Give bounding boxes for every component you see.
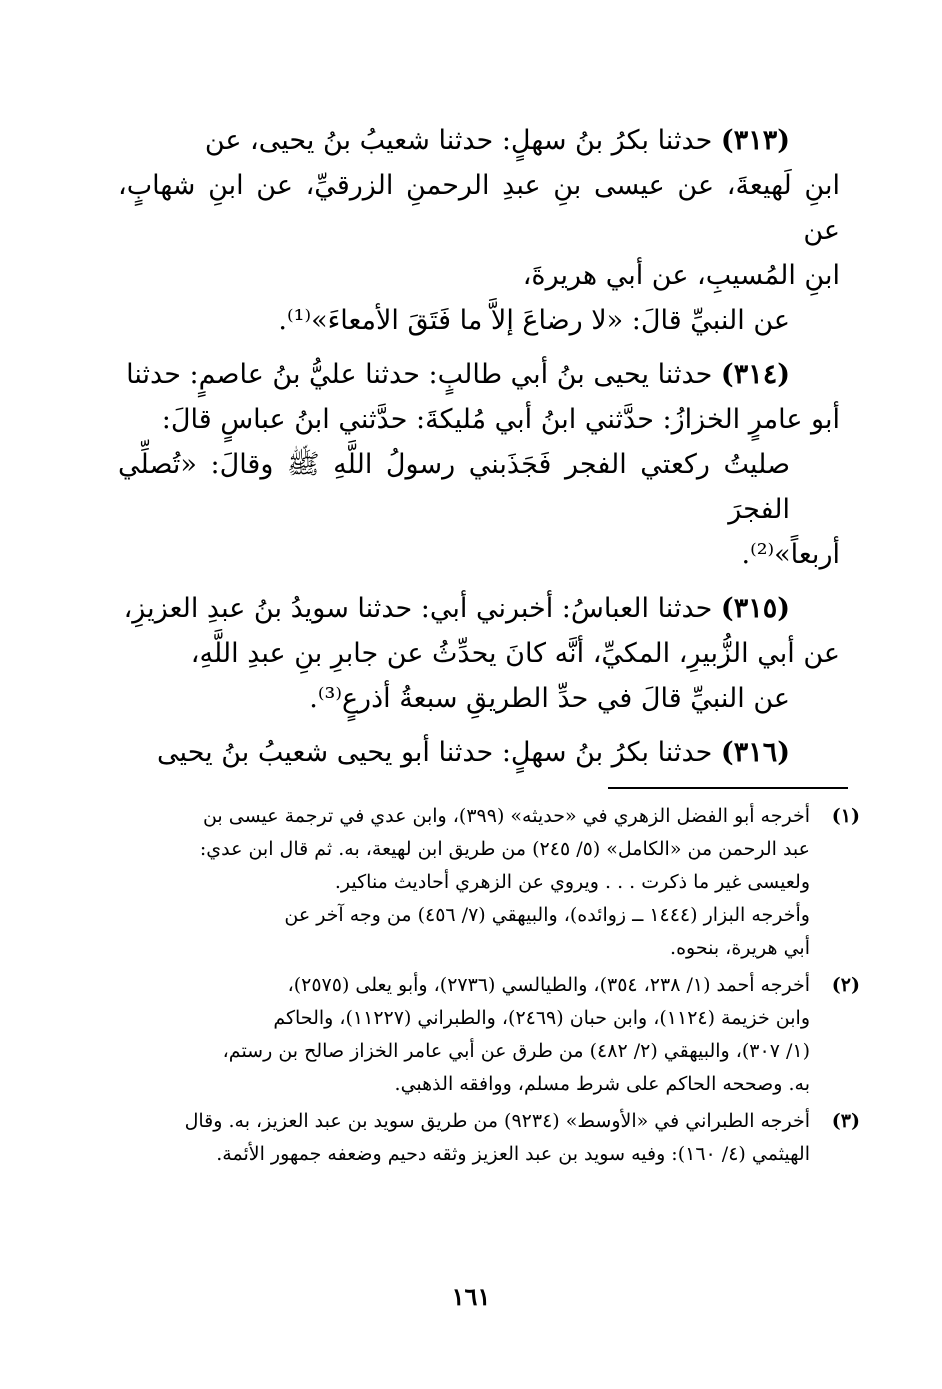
hadith-313 [118, 118, 840, 343]
footnote-1 [118, 800, 860, 965]
hadith-316 [118, 730, 840, 775]
hadith-number: (٣١٦) [720, 737, 790, 768]
footnote-line: به. وصححه الحاكم على شرط مسلم، ووافقه الذهبي. [394, 1073, 810, 1095]
footnote-line: وأخرجه البزار (١٤٤٤ ــ زوائده)، والبيهقي (٧/ ٤٥٦) من وجه آخر عن [284, 904, 810, 926]
hadith-matn: عن النبيِّ قالَ: «لا رضاعَ إلاَّ ما فَتَقَ الأمعاءَ»⁽¹⁾. [278, 305, 790, 336]
hadith-line: (٣١٥) حدثنا العباسُ: أخبرني أبي: حدثنا سويدُ بنُ عبدِ العزيزِ، [123, 593, 790, 624]
hadith-line: ابنِ لَهيعةَ، عن عيسى بنِ عبدِ الرحمنِ الزرقيِّ، عن ابنِ شهابٍ، عن [118, 170, 840, 246]
page-number: ١٦١ [451, 1282, 491, 1311]
footnote-3 [118, 1105, 860, 1171]
footnote-line: أبي هريرة، بنحوه. [670, 937, 810, 959]
hadith-line: (٣١٦) حدثنا بكرُ بنُ سهلٍ: حدثنا أبو يحيى شعيبُ بنُ يحيى [157, 737, 790, 768]
hadith-line: عن أبي الزُّبيرِ، المكيِّ، أنَّه كانَ يحدِّثُ عن جابرِ بنِ عبدِ اللَّهِ، [190, 638, 840, 669]
footnote-number: (٢) [831, 974, 860, 996]
main-text [118, 118, 840, 775]
hadith-matn: عن النبيِّ قالَ في حدِّ الطريقِ سبعةُ أذرعٍ⁽³⁾. [309, 683, 790, 714]
footnote-line: عبد الرحمن من «الكامل» (٥/ ٢٤٥) من طريق ابن لهيعة، به. ثم قال ابن عدي: [199, 838, 810, 860]
footnote-line: ولعيسى غير ما ذكرت . . . ويروي عن الزهري أحاديث مناكير. [334, 871, 810, 893]
footnote-line: أخرجه أبو الفضل الزهري في «حديثه» (٣٩٩)، وابن عدي في ترجمة عيسى بن [202, 805, 810, 827]
footnote-line: وابن خزيمة (١١٢٤)، وابن حبان (٢٤٦٩)، والطبراني (١١٢٢٧)، والحاكم [273, 1007, 810, 1029]
hadith-number: (٣١٤) [720, 359, 790, 390]
footnote-line: أخرجه الطبراني في «الأوسط» (٩٢٣٤) من طريق سويد بن عبد العزيز، به. وقال [184, 1110, 810, 1132]
hadith-line: أبو عامرٍ الخزازُ: حدَّثني ابنُ أبي مُليكةَ: حدَّثني ابنُ عباسٍ قالَ: [161, 404, 840, 435]
hadith-line: (٣١٣) حدثنا بكرُ بنُ سهلٍ: حدثنا شعيبُ بنُ يحيى، عن [204, 125, 790, 156]
footnote-number: (٣) [831, 1110, 860, 1132]
hadith-number: (٣١٥) [720, 593, 790, 624]
footnote-2 [118, 969, 860, 1101]
footnote-line: (١/ ٣٠٧)، والبيهقي (٢/ ٤٨٢) من طرق عن أبي عامر الخزاز صالح بن رستم، [222, 1040, 810, 1062]
footnotes [118, 800, 860, 1175]
hadith-line: أربعاً»⁽²⁾. [741, 539, 840, 570]
footnote-line: الهيثمي (٤/ ١٦٠): وفيه سويد بن عبد العزيز وثقه دحيم وضعفه جمهور الأئمة. [216, 1143, 810, 1165]
footnote-number: (١) [831, 805, 860, 827]
hadith-matn: صليتُ ركعتي الفجر فَجَذَبني رسولُ اللَّهِ ﷺ وقالَ: «تُصلِّي الفجرَ [118, 449, 790, 525]
hadith-315 [118, 586, 840, 721]
hadith-number: (٣١٣) [720, 125, 790, 156]
footnote-separator [608, 787, 848, 789]
hadith-314 [118, 352, 840, 577]
hadith-line: ابنِ المُسيبِ، عن أبي هريرةَ، [522, 260, 840, 291]
hadith-line: (٣١٤) حدثنا يحيى بنُ أبي طالبٍ: حدثنا عليُّ بنُ عاصمٍ: حدثنا [126, 359, 790, 390]
footnote-line: أخرجه أحمد (١/ ٢٣٨، ٣٥٤)، والطيالسي (٢٧٣٦)، وأبو يعلى (٢٥٧٥)، [287, 974, 810, 996]
